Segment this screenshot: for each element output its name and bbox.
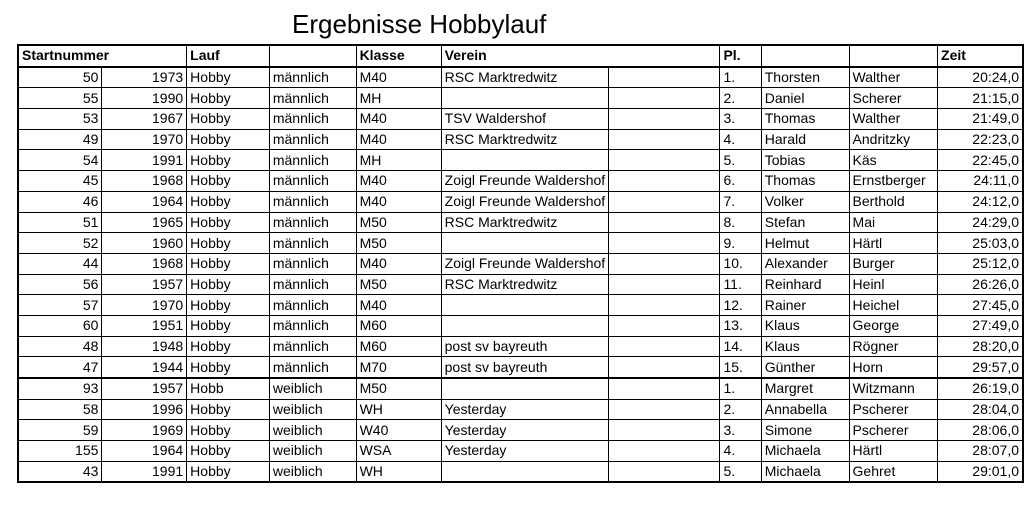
cell-verein-ext xyxy=(609,109,720,130)
cell-startnummer: 59 xyxy=(18,420,102,441)
table-row xyxy=(18,441,1023,462)
cell-jahrgang: 1970 xyxy=(102,295,187,316)
cell-nachname: Gehret xyxy=(849,461,937,482)
table-row xyxy=(18,420,1023,441)
cell-zeit: 25:12,0 xyxy=(938,253,1023,274)
cell-zeit: 24:12,0 xyxy=(938,191,1023,212)
cell-lauf: Hobby xyxy=(187,399,270,420)
cell-verein-ext xyxy=(609,67,720,88)
cell-zeit: 29:57,0 xyxy=(938,357,1023,378)
cell-startnummer: 48 xyxy=(18,336,102,357)
column-header-klasse: Klasse xyxy=(356,45,441,67)
cell-lauf: Hobby xyxy=(187,295,270,316)
cell-vorname: Annabella xyxy=(761,399,849,420)
cell-platz: 11. xyxy=(720,274,761,295)
cell-vorname: Michaela xyxy=(761,441,849,462)
cell-verein-ext xyxy=(609,129,720,150)
cell-nachname: Witzmann xyxy=(849,378,937,399)
cell-lauf: Hobby xyxy=(187,253,270,274)
table-row xyxy=(18,461,1023,482)
cell-startnummer: 60 xyxy=(18,315,102,336)
cell-startnummer: 93 xyxy=(18,378,102,399)
cell-lauf: Hobby xyxy=(187,67,270,88)
cell-geschlecht: weiblich xyxy=(269,461,356,482)
cell-nachname: Scherer xyxy=(849,88,937,109)
cell-verein-ext xyxy=(609,378,720,399)
table-row xyxy=(18,67,1023,88)
cell-jahrgang: 1969 xyxy=(102,420,187,441)
cell-jahrgang: 1991 xyxy=(102,461,187,482)
cell-verein xyxy=(441,378,609,399)
cell-vorname: Margret xyxy=(761,378,849,399)
cell-geschlecht: weiblich xyxy=(269,420,356,441)
cell-klasse: M50 xyxy=(356,212,441,233)
cell-nachname: Härtl xyxy=(849,441,937,462)
cell-klasse: WH xyxy=(356,461,441,482)
cell-zeit: 20:24,0 xyxy=(938,67,1023,88)
cell-jahrgang: 1967 xyxy=(102,109,187,130)
column-header-vorname xyxy=(761,45,849,67)
cell-jahrgang: 1991 xyxy=(102,150,187,171)
cell-lauf: Hobby xyxy=(187,420,270,441)
cell-verein-ext xyxy=(609,295,720,316)
cell-lauf: Hobby xyxy=(187,171,270,192)
cell-verein: post sv bayreuth xyxy=(441,357,609,378)
cell-vorname: Rainer xyxy=(761,295,849,316)
cell-geschlecht: männlich xyxy=(269,315,356,336)
cell-lauf: Hobby xyxy=(187,129,270,150)
cell-vorname: Günther xyxy=(761,357,849,378)
cell-startnummer: 55 xyxy=(18,88,102,109)
cell-platz: 1. xyxy=(720,67,761,88)
cell-verein-ext xyxy=(609,399,720,420)
table-row xyxy=(18,191,1023,212)
cell-zeit: 27:45,0 xyxy=(938,295,1023,316)
table-row xyxy=(18,88,1023,109)
cell-verein xyxy=(441,461,609,482)
cell-nachname: Berthold xyxy=(849,191,937,212)
cell-zeit: 29:01,0 xyxy=(938,461,1023,482)
cell-platz: 13. xyxy=(720,315,761,336)
cell-geschlecht: männlich xyxy=(269,233,356,254)
cell-klasse: MH xyxy=(356,88,441,109)
cell-nachname: Burger xyxy=(849,253,937,274)
cell-vorname: Harald xyxy=(761,129,849,150)
cell-vorname: Volker xyxy=(761,191,849,212)
page-title: Ergebnisse Hobbylauf xyxy=(292,9,547,39)
cell-jahrgang: 1957 xyxy=(102,378,187,399)
cell-klasse: M40 xyxy=(356,67,441,88)
cell-lauf: Hobby xyxy=(187,233,270,254)
cell-jahrgang: 1951 xyxy=(102,315,187,336)
cell-klasse: WSA xyxy=(356,441,441,462)
cell-klasse: M60 xyxy=(356,315,441,336)
cell-verein-ext xyxy=(609,274,720,295)
cell-nachname: Pscherer xyxy=(849,399,937,420)
cell-vorname: Thomas xyxy=(761,109,849,130)
cell-platz: 2. xyxy=(720,88,761,109)
cell-vorname: Stefan xyxy=(761,212,849,233)
table-row xyxy=(18,399,1023,420)
cell-zeit: 28:20,0 xyxy=(938,336,1023,357)
cell-klasse: MH xyxy=(356,150,441,171)
table-row xyxy=(18,295,1023,316)
cell-vorname: Michaela xyxy=(761,461,849,482)
cell-geschlecht: männlich xyxy=(269,253,356,274)
cell-verein xyxy=(441,150,609,171)
table-row xyxy=(18,171,1023,192)
cell-startnummer: 43 xyxy=(18,461,102,482)
cell-vorname: Alexander xyxy=(761,253,849,274)
cell-startnummer: 50 xyxy=(18,67,102,88)
cell-verein-ext xyxy=(609,441,720,462)
table-row xyxy=(18,378,1023,399)
cell-vorname: Helmut xyxy=(761,233,849,254)
table-row xyxy=(18,336,1023,357)
cell-verein: Zoigl Freunde Waldershof xyxy=(441,253,609,274)
cell-jahrgang: 1944 xyxy=(102,357,187,378)
cell-nachname: Walther xyxy=(849,109,937,130)
cell-klasse: M40 xyxy=(356,171,441,192)
cell-lauf: Hobby xyxy=(187,212,270,233)
cell-platz: 14. xyxy=(720,336,761,357)
cell-zeit: 28:04,0 xyxy=(938,399,1023,420)
cell-startnummer: 49 xyxy=(18,129,102,150)
column-header-platz: Pl. xyxy=(720,45,761,67)
table-row xyxy=(18,129,1023,150)
cell-verein: RSC Marktredwitz xyxy=(441,67,609,88)
cell-startnummer: 45 xyxy=(18,171,102,192)
cell-verein: TSV Waldershof xyxy=(441,109,609,130)
cell-geschlecht: weiblich xyxy=(269,441,356,462)
table-row xyxy=(18,212,1023,233)
cell-nachname: Heichel xyxy=(849,295,937,316)
cell-lauf: Hobby xyxy=(187,109,270,130)
cell-lauf: Hobby xyxy=(187,88,270,109)
cell-geschlecht: weiblich xyxy=(269,378,356,399)
cell-geschlecht: männlich xyxy=(269,67,356,88)
cell-geschlecht: männlich xyxy=(269,336,356,357)
cell-geschlecht: männlich xyxy=(269,109,356,130)
cell-platz: 4. xyxy=(720,441,761,462)
cell-startnummer: 51 xyxy=(18,212,102,233)
cell-platz: 15. xyxy=(720,357,761,378)
cell-verein: RSC Marktredwitz xyxy=(441,129,609,150)
cell-zeit: 24:29,0 xyxy=(938,212,1023,233)
cell-verein xyxy=(441,315,609,336)
cell-verein-ext xyxy=(609,191,720,212)
cell-klasse: M70 xyxy=(356,357,441,378)
cell-nachname: Härtl xyxy=(849,233,937,254)
cell-startnummer: 58 xyxy=(18,399,102,420)
cell-verein-ext xyxy=(609,150,720,171)
cell-jahrgang: 1957 xyxy=(102,274,187,295)
cell-verein: RSC Marktredwitz xyxy=(441,212,609,233)
cell-klasse: M40 xyxy=(356,129,441,150)
table-row xyxy=(18,274,1023,295)
cell-platz: 10. xyxy=(720,253,761,274)
cell-nachname: Pscherer xyxy=(849,420,937,441)
cell-vorname: Tobias xyxy=(761,150,849,171)
cell-nachname: Käs xyxy=(849,150,937,171)
cell-nachname: Mai xyxy=(849,212,937,233)
cell-vorname: Klaus xyxy=(761,336,849,357)
cell-klasse: M40 xyxy=(356,109,441,130)
cell-zeit: 26:26,0 xyxy=(938,274,1023,295)
cell-zeit: 28:07,0 xyxy=(938,441,1023,462)
cell-klasse: M40 xyxy=(356,253,441,274)
column-header-startnummer: Startnummer xyxy=(18,45,187,67)
cell-zeit: 25:03,0 xyxy=(938,233,1023,254)
cell-geschlecht: männlich xyxy=(269,129,356,150)
cell-jahrgang: 1996 xyxy=(102,399,187,420)
cell-jahrgang: 1965 xyxy=(102,212,187,233)
cell-zeit: 22:45,0 xyxy=(938,150,1023,171)
cell-lauf: Hobb xyxy=(187,378,270,399)
cell-verein: Zoigl Freunde Waldershof xyxy=(441,171,609,192)
cell-vorname: Klaus xyxy=(761,315,849,336)
cell-lauf: Hobby xyxy=(187,150,270,171)
cell-geschlecht: männlich xyxy=(269,274,356,295)
cell-nachname: Ernstberger xyxy=(849,171,937,192)
cell-startnummer: 56 xyxy=(18,274,102,295)
cell-startnummer: 47 xyxy=(18,357,102,378)
cell-jahrgang: 1948 xyxy=(102,336,187,357)
cell-vorname: Simone xyxy=(761,420,849,441)
cell-jahrgang: 1964 xyxy=(102,441,187,462)
cell-verein xyxy=(441,295,609,316)
cell-verein-ext xyxy=(609,88,720,109)
cell-verein-ext xyxy=(609,171,720,192)
cell-verein-ext xyxy=(609,253,720,274)
cell-nachname: Walther xyxy=(849,67,937,88)
cell-klasse: M60 xyxy=(356,336,441,357)
cell-verein xyxy=(441,88,609,109)
cell-jahrgang: 1964 xyxy=(102,191,187,212)
table-row xyxy=(18,357,1023,378)
cell-zeit: 21:15,0 xyxy=(938,88,1023,109)
cell-lauf: Hobby xyxy=(187,336,270,357)
cell-lauf: Hobby xyxy=(187,191,270,212)
cell-nachname: Rögner xyxy=(849,336,937,357)
cell-startnummer: 155 xyxy=(18,441,102,462)
cell-verein: RSC Marktredwitz xyxy=(441,274,609,295)
cell-verein: Zoigl Freunde Waldershof xyxy=(441,191,609,212)
table-row xyxy=(18,233,1023,254)
cell-platz: 12. xyxy=(720,295,761,316)
cell-verein-ext xyxy=(609,336,720,357)
cell-platz: 5. xyxy=(720,150,761,171)
cell-platz: 4. xyxy=(720,129,761,150)
cell-klasse: M50 xyxy=(356,233,441,254)
cell-zeit: 26:19,0 xyxy=(938,378,1023,399)
cell-verein-ext xyxy=(609,420,720,441)
cell-platz: 2. xyxy=(720,399,761,420)
cell-verein xyxy=(441,233,609,254)
cell-platz: 1. xyxy=(720,378,761,399)
cell-platz: 6. xyxy=(720,171,761,192)
cell-klasse: M50 xyxy=(356,378,441,399)
cell-geschlecht: männlich xyxy=(269,150,356,171)
cell-klasse: M50 xyxy=(356,274,441,295)
cell-jahrgang: 1973 xyxy=(102,67,187,88)
cell-geschlecht: männlich xyxy=(269,171,356,192)
cell-klasse: W40 xyxy=(356,420,441,441)
cell-startnummer: 54 xyxy=(18,150,102,171)
cell-verein: Yesterday xyxy=(441,420,609,441)
cell-platz: 8. xyxy=(720,212,761,233)
cell-zeit: 21:49,0 xyxy=(938,109,1023,130)
cell-startnummer: 44 xyxy=(18,253,102,274)
table-row xyxy=(18,150,1023,171)
cell-platz: 9. xyxy=(720,233,761,254)
cell-geschlecht: männlich xyxy=(269,191,356,212)
cell-zeit: 27:49,0 xyxy=(938,315,1023,336)
table-row xyxy=(18,315,1023,336)
cell-vorname: Thomas xyxy=(761,171,849,192)
cell-platz: 5. xyxy=(720,461,761,482)
cell-verein-ext xyxy=(609,212,720,233)
cell-verein-ext xyxy=(609,357,720,378)
cell-jahrgang: 1990 xyxy=(102,88,187,109)
cell-zeit: 24:11,0 xyxy=(938,171,1023,192)
cell-geschlecht: weiblich xyxy=(269,399,356,420)
cell-klasse: WH xyxy=(356,399,441,420)
table-row xyxy=(18,109,1023,130)
cell-vorname: Reinhard xyxy=(761,274,849,295)
cell-verein-ext xyxy=(609,233,720,254)
cell-geschlecht: männlich xyxy=(269,295,356,316)
cell-verein: Yesterday xyxy=(441,399,609,420)
cell-jahrgang: 1960 xyxy=(102,233,187,254)
cell-startnummer: 46 xyxy=(18,191,102,212)
cell-jahrgang: 1968 xyxy=(102,253,187,274)
cell-geschlecht: männlich xyxy=(269,212,356,233)
cell-zeit: 22:23,0 xyxy=(938,129,1023,150)
cell-verein-ext xyxy=(609,315,720,336)
cell-jahrgang: 1968 xyxy=(102,171,187,192)
cell-startnummer: 57 xyxy=(18,295,102,316)
column-header-verein: Verein xyxy=(441,45,720,67)
column-header-lauf: Lauf xyxy=(187,45,270,67)
cell-lauf: Hobby xyxy=(187,315,270,336)
cell-verein: Yesterday xyxy=(441,441,609,462)
cell-nachname: Andritzky xyxy=(849,129,937,150)
cell-startnummer: 52 xyxy=(18,233,102,254)
cell-nachname: Horn xyxy=(849,357,937,378)
results-table xyxy=(17,44,1024,483)
cell-platz: 3. xyxy=(720,420,761,441)
column-header-geschlecht xyxy=(269,45,356,67)
cell-verein: post sv bayreuth xyxy=(441,336,609,357)
table-header-row xyxy=(18,45,1023,67)
table-row xyxy=(18,253,1023,274)
cell-lauf: Hobby xyxy=(187,357,270,378)
cell-platz: 3. xyxy=(720,109,761,130)
cell-klasse: M40 xyxy=(356,191,441,212)
cell-geschlecht: männlich xyxy=(269,357,356,378)
cell-vorname: Daniel xyxy=(761,88,849,109)
cell-jahrgang: 1970 xyxy=(102,129,187,150)
column-header-nachname xyxy=(849,45,937,67)
cell-lauf: Hobby xyxy=(187,461,270,482)
column-header-zeit: Zeit xyxy=(938,45,1023,67)
cell-vorname: Thorsten xyxy=(761,67,849,88)
cell-verein-ext xyxy=(609,461,720,482)
cell-startnummer: 53 xyxy=(18,109,102,130)
cell-klasse: M40 xyxy=(356,295,441,316)
cell-geschlecht: männlich xyxy=(269,88,356,109)
cell-zeit: 28:06,0 xyxy=(938,420,1023,441)
cell-nachname: Heinl xyxy=(849,274,937,295)
cell-platz: 7. xyxy=(720,191,761,212)
cell-lauf: Hobby xyxy=(187,274,270,295)
cell-nachname: George xyxy=(849,315,937,336)
cell-lauf: Hobby xyxy=(187,441,270,462)
